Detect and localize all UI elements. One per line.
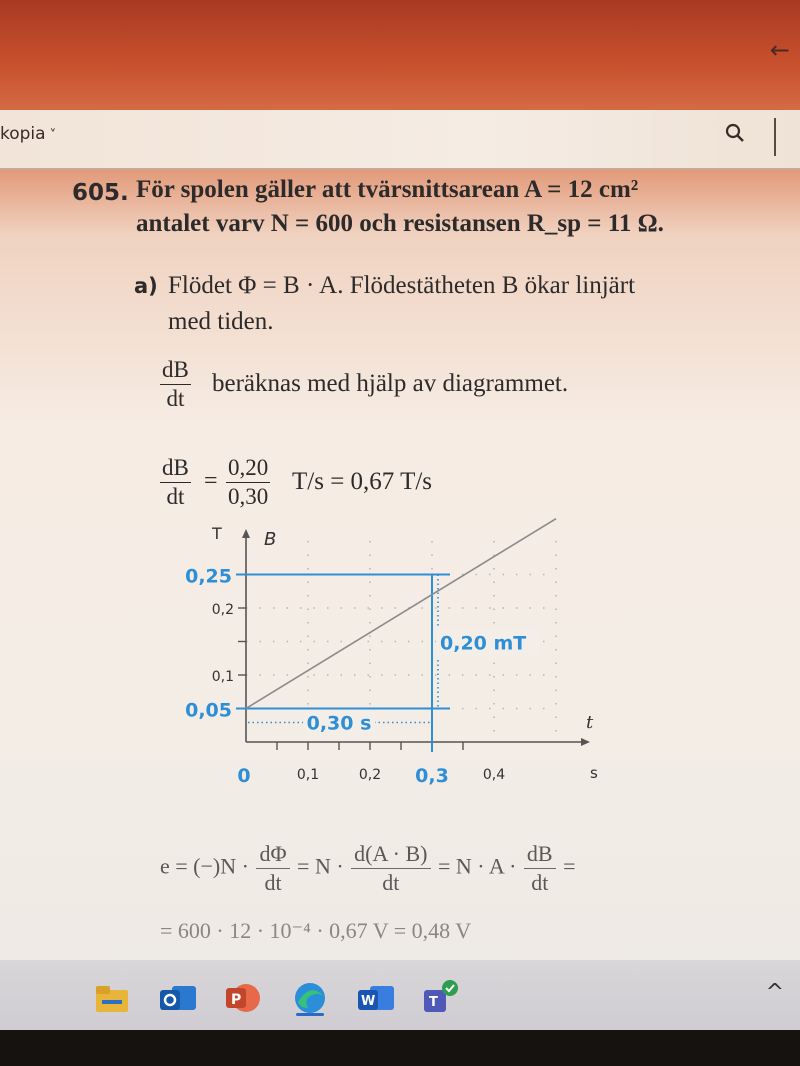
- emf-formula-line-2: = 600 · 12 · 10⁻⁴ · 0,67 V = 0,48 V: [160, 918, 472, 943]
- fraction-denominator: dt: [531, 870, 549, 895]
- problem-text-line-2: antalet varv N = 600 och resistansen R_sp = 11 Ω.: [136, 210, 664, 237]
- fraction-dphi-dt: [256, 840, 289, 897]
- x-axis-arrow: [581, 738, 590, 746]
- fraction-denominator: dt: [382, 870, 400, 895]
- b-series-line: [246, 519, 556, 709]
- part-a-line-1: Flödet Φ = B · A. Flödestätheten B ökar linjärt: [168, 272, 636, 299]
- problem-number: 605.: [72, 180, 129, 206]
- fraction-denominator: dt: [166, 484, 185, 509]
- fraction-dab-dt: [351, 840, 430, 897]
- fraction-denominator: dt: [166, 386, 185, 411]
- fraction-numerator: dB: [160, 356, 191, 385]
- part-a-label: a): [134, 274, 158, 298]
- fraction-db-dt: [160, 356, 191, 413]
- x-axis-label: t: [586, 712, 594, 733]
- fraction-values: [226, 454, 270, 511]
- x-tick-label: 0,2: [358, 767, 382, 783]
- equals-sign: =: [204, 468, 218, 494]
- word-icon[interactable]: [356, 978, 396, 1018]
- b-vs-t-chart: [150, 524, 598, 808]
- document-title-menu[interactable]: [0, 124, 56, 144]
- y-axis-label: B: [264, 529, 277, 550]
- document-toolbar: [0, 110, 800, 170]
- document-title: kopia: [0, 124, 46, 144]
- file-explorer-icon[interactable]: [92, 978, 132, 1018]
- formula-eq-na: = N · A ·: [438, 853, 517, 879]
- problem-text-line-1: För spolen gäller att tvärsnittsarean A = 12 cm²: [136, 176, 639, 203]
- part-a-line-2: med tiden.: [168, 308, 274, 335]
- taskbar: [0, 960, 800, 1030]
- fraction-numerator: dB: [524, 840, 556, 869]
- teams-icon[interactable]: [420, 978, 460, 1018]
- back-arrow-icon[interactable]: ←: [769, 36, 790, 64]
- document-page: [0, 170, 800, 960]
- diagram-instruction-text: beräknas med hjälp av diagrammet.: [212, 370, 569, 397]
- x-tick-label: 0,1: [296, 767, 320, 783]
- y-tick-label-highlight: 0,05: [185, 699, 232, 722]
- powerpoint-icon[interactable]: [222, 978, 262, 1018]
- y-tick-label: 0,2: [211, 602, 234, 618]
- outlook-icon[interactable]: [158, 978, 198, 1018]
- x-tick-label-highlight: 0,3: [415, 765, 449, 787]
- screen-bezel: [0, 1030, 800, 1066]
- x-tick-label-highlight: 0: [237, 765, 251, 787]
- chevron-down-icon: ˅: [49, 128, 57, 143]
- fraction-numerator: dB: [160, 454, 191, 483]
- fraction-denominator: dt: [264, 870, 282, 895]
- svg-text:P: P: [231, 992, 242, 1008]
- svg-text:T: T: [429, 995, 438, 1010]
- y-tick-label-highlight: 0,25: [185, 565, 232, 588]
- chevron-up-icon[interactable]: ^: [765, 980, 784, 1005]
- window-top-area: [0, 0, 800, 110]
- edge-icon[interactable]: [290, 978, 330, 1018]
- y-axis-arrow: [242, 529, 250, 538]
- fraction-denominator: 0,30: [228, 484, 269, 509]
- delta-b-label: 0,20 mT: [440, 632, 527, 655]
- formula-trailing-eq: =: [563, 853, 576, 879]
- formula-prefix: e = (−)N ·: [160, 853, 249, 879]
- x-unit-label: s: [590, 764, 598, 782]
- search-icon[interactable]: [724, 122, 746, 144]
- svg-text:W: W: [361, 994, 376, 1009]
- fraction-numerator: dΦ: [256, 840, 289, 869]
- delta-t-label: 0,30 s: [306, 712, 372, 735]
- fraction-db-dt-2: [160, 454, 191, 511]
- fraction-numerator: 0,20: [226, 454, 270, 483]
- formula-eq-n: = N ·: [297, 853, 344, 879]
- fraction-numerator: d(A · B): [351, 840, 430, 869]
- toolbar-divider: [774, 118, 776, 156]
- emf-formula-line-1: [160, 840, 576, 897]
- slope-result: T/s = 0,67 T/s: [292, 468, 433, 495]
- x-tick-label: 0,4: [482, 767, 506, 783]
- fraction-db-dt-3: [524, 840, 556, 897]
- y-unit-label: T: [212, 524, 222, 543]
- y-tick-label: 0,1: [211, 669, 234, 685]
